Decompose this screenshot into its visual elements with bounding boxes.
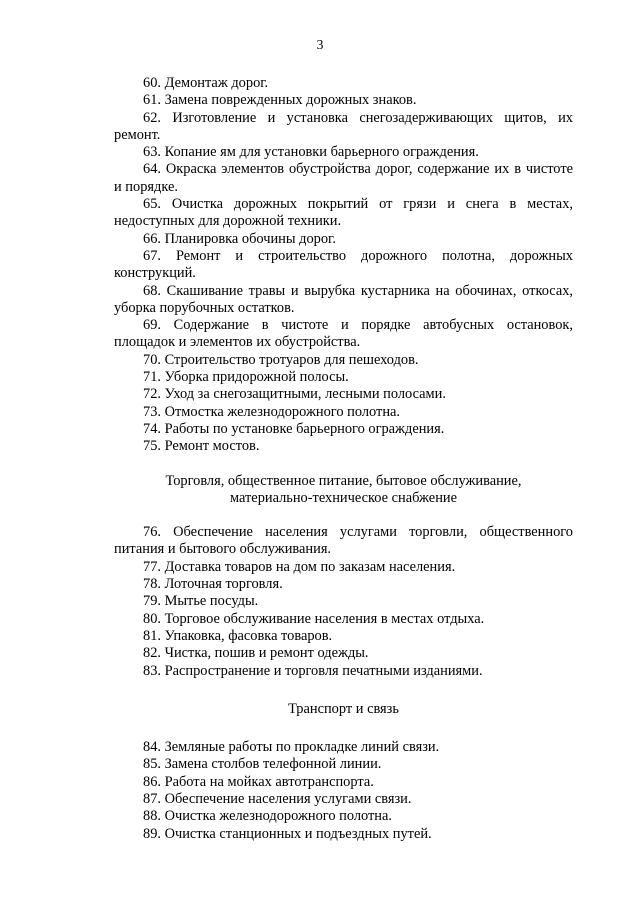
list-item: 89. Очистка станционных и подъездных путей. — [143, 825, 432, 842]
section-heading-line: Торговля, общественное питание, бытовое обслуживание, — [165, 472, 522, 489]
list-item: 69. Содержание в чистоте и порядке автобусных остановок, площадок и элементов их обустройства. — [114, 317, 573, 351]
list-item: 78. Лоточная торговля. — [143, 576, 283, 593]
section-trade — [114, 524, 573, 680]
list-item: 70. Строительство тротуаров для пешеходов. — [143, 351, 419, 368]
list-item: 76. Обеспечение населения услугами торговли, общественного питания и бытового обслуживания. — [114, 524, 573, 558]
page-number: 3 — [316, 38, 324, 53]
list-item: 86. Работа на мойках автотранспорта. — [143, 773, 374, 790]
list-item: 75. Ремонт мостов. — [143, 438, 260, 455]
list-item: 80. Торговое обслуживание населения в местах отдыха. — [143, 610, 485, 627]
list-item: 66. Планировка обочины дорог. — [143, 230, 336, 247]
list-item: 79. Мытье посуды. — [143, 593, 259, 610]
document-body — [114, 75, 573, 843]
list-item: 85. Замена столбов телефонной линии. — [143, 756, 382, 773]
list-item: 64. Окраска элементов обустройства дорог, содержание их в чистоте и порядке. — [114, 161, 573, 195]
list-item: 72. Уход за снегозащитными, лесными полосами. — [143, 386, 446, 403]
list-item: 60. Демонтаж дорог. — [143, 75, 269, 91]
list-item: 74. Работы по установке барьерного ограждения. — [143, 420, 445, 437]
list-item: 65. Очистка дорожных покрытий от грязи и снега в местах, недоступных для дорожной техники. — [114, 196, 573, 230]
section-heading-transport: Транспорт и связь — [288, 700, 399, 717]
list-item: 73. Отмостка железнодорожного полотна. — [143, 403, 401, 420]
list-item: 77. Доставка товаров на дом по заказам населения. — [143, 558, 456, 575]
list-item: 63. Копание ям для установки барьерного ограждения. — [143, 144, 479, 161]
list-item: 88. Очистка железнодорожного полотна. — [143, 808, 392, 825]
list-item: 61. Замена поврежденных дорожных знаков. — [143, 92, 417, 109]
list-item: 84. Земляные работы по прокладке линий связи. — [143, 739, 440, 756]
list-item: 81. Упаковка, фасовка товаров. — [143, 627, 333, 644]
list-item: 82. Чистка, пошив и ремонт одежды. — [143, 645, 369, 662]
list-item: 62. Изготовление и установка снегозадерживающих щитов, их ремонт. — [114, 109, 573, 143]
list-item: 67. Ремонт и строительство дорожного полотна, дорожных конструкций. — [114, 247, 573, 282]
list-item: 68. Скашивание травы и вырубка кустарника на обочинах, откосах, уборка порубочных остатков. — [114, 282, 573, 316]
section-heading-line: материально-техническое снабжение — [230, 489, 457, 506]
section-heading-trade — [114, 473, 573, 508]
list-item: 83. Распространение и торговля печатными изданиями. — [143, 662, 483, 679]
section-transport — [114, 739, 573, 843]
list-item: 71. Уборка придорожной полосы. — [143, 369, 349, 386]
section-road-works — [114, 75, 573, 456]
list-item: 87. Обеспечение населения услугами связи. — [143, 790, 412, 807]
